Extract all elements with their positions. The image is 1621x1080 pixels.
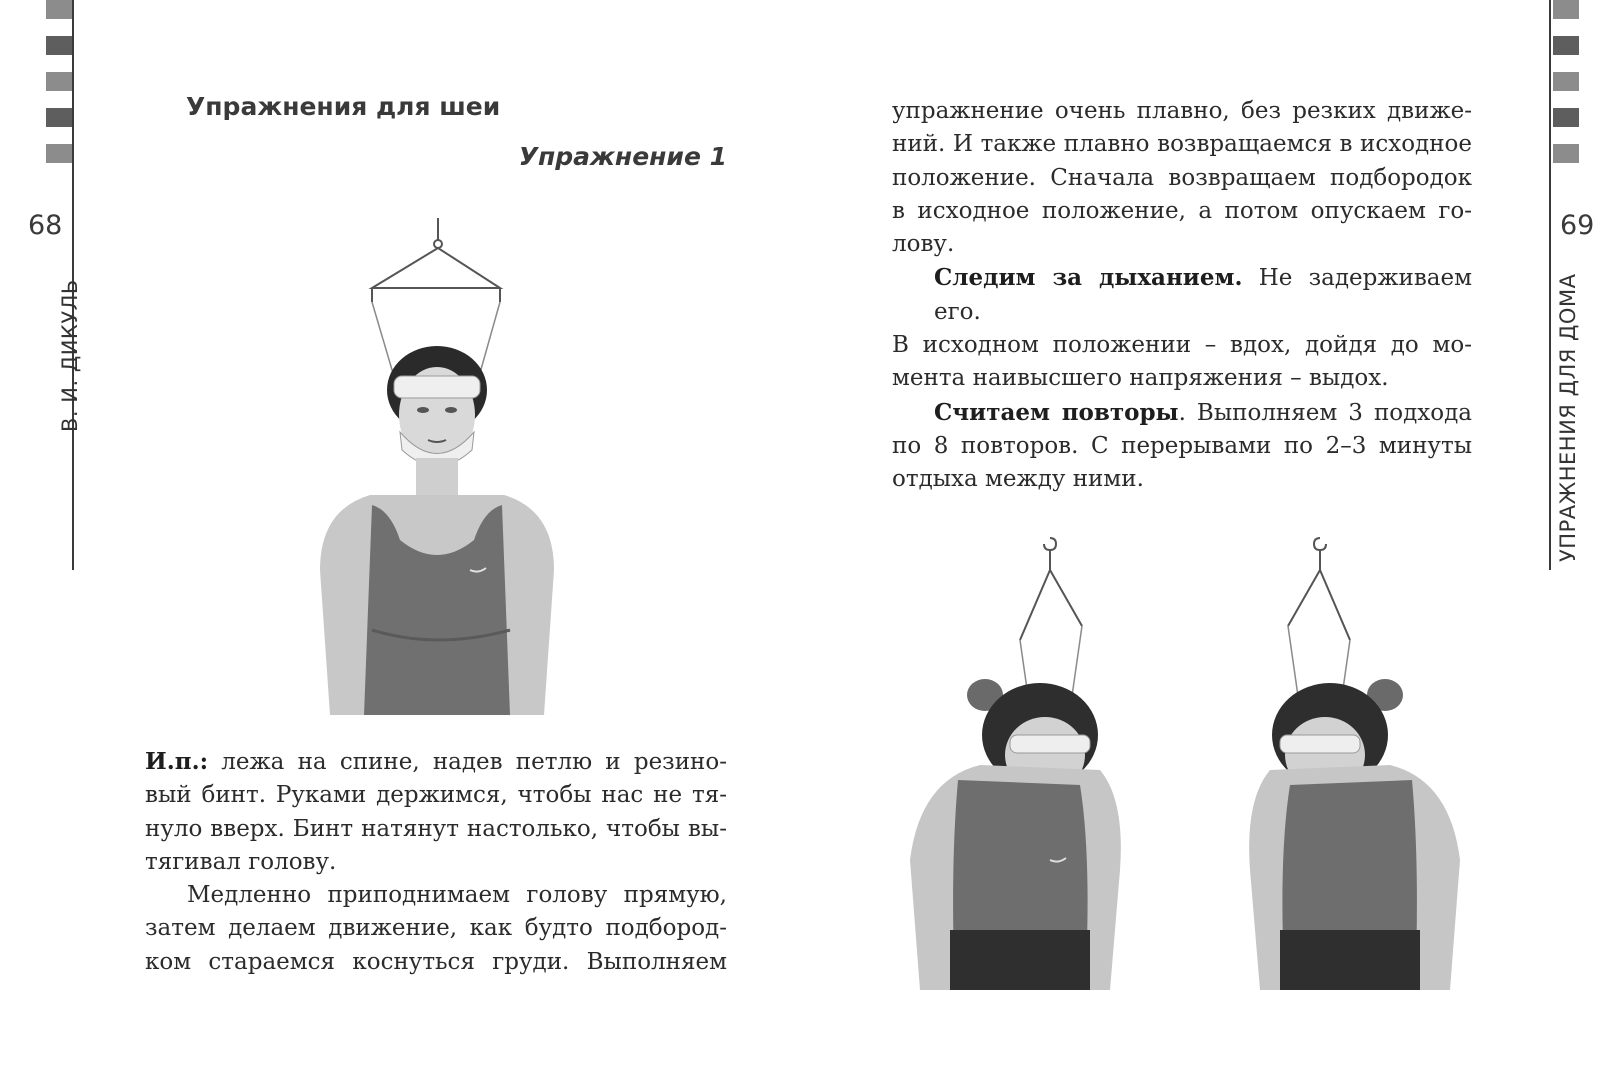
reps-line-3: отдыха между ними. [892,466,1144,493]
exercise-title: Упражнение 1 [518,142,727,171]
reps-line-2: по 8 повторов. С перерывами по 2–3 минуты [892,432,1472,459]
right-margin-line [1549,0,1551,570]
left-margin-strip [46,0,72,180]
left-page-text [145,745,727,979]
reps-label: Считаем повторы [934,398,1179,426]
continuation-line-4: в исходное положение, а потом опускаем го- [892,197,1472,224]
right-margin-strip [1553,0,1579,180]
exercise-photo-bend-right [1240,530,1460,990]
start-position-line-1: И.п.: лежа на спине, надев петлю и резино- [145,748,727,775]
right-page-number: 69 [1560,210,1595,241]
continuation-line-3: положение. Сначала возвращаем подбородок [892,164,1472,191]
breathing-line-3: мента наивысшего напряжения – выдох. [892,365,1389,392]
paragraph-line-2: затем делаем движение, как будто подбород- [145,915,727,942]
continuation-line-5: лову. [892,231,955,258]
reps-line-1: Считаем повторы. Выполняем 3 подхода [934,398,1472,426]
right-page-text [892,95,1472,497]
continuation-line-2: ний. И также плавно возвращаемся в исходное [892,131,1472,158]
paragraph-line-3: ком стараемся коснуться груди. Выполняем [145,948,727,975]
start-position-line-2: вый бинт. Руками держимся, чтобы нас не тя- [145,782,727,809]
start-position-line-4: тягивал голову. [145,848,337,875]
continuation-line-1: упражнение очень плавно, без резких движе- [892,98,1472,124]
exercise-photo-bend-left [910,530,1130,990]
breathing-line-1: Следим за дыханием. Не задерживаем его. [934,264,1472,325]
breathing-line-2: В исходном положении – вдох, дойдя до мо- [892,332,1472,359]
left-running-head: В. И. ДИКУЛЬ [58,279,82,432]
section-title: Упражнения для шеи [186,92,501,121]
exercise-photo-start-position [310,210,580,715]
left-page-number: 68 [28,210,63,241]
start-position-line-3: нуло вверх. Бинт натянут настолько, чтобы вы- [145,815,727,842]
start-position-label: И.п.: [145,748,209,775]
paragraph-line-1: Медленно приподнимаем голову прямую, [187,882,727,909]
breathing-label: Следим за дыханием. [934,264,1243,292]
right-running-head: УПРАЖНЕНИЯ ДЛЯ ДОМА [1556,273,1580,562]
